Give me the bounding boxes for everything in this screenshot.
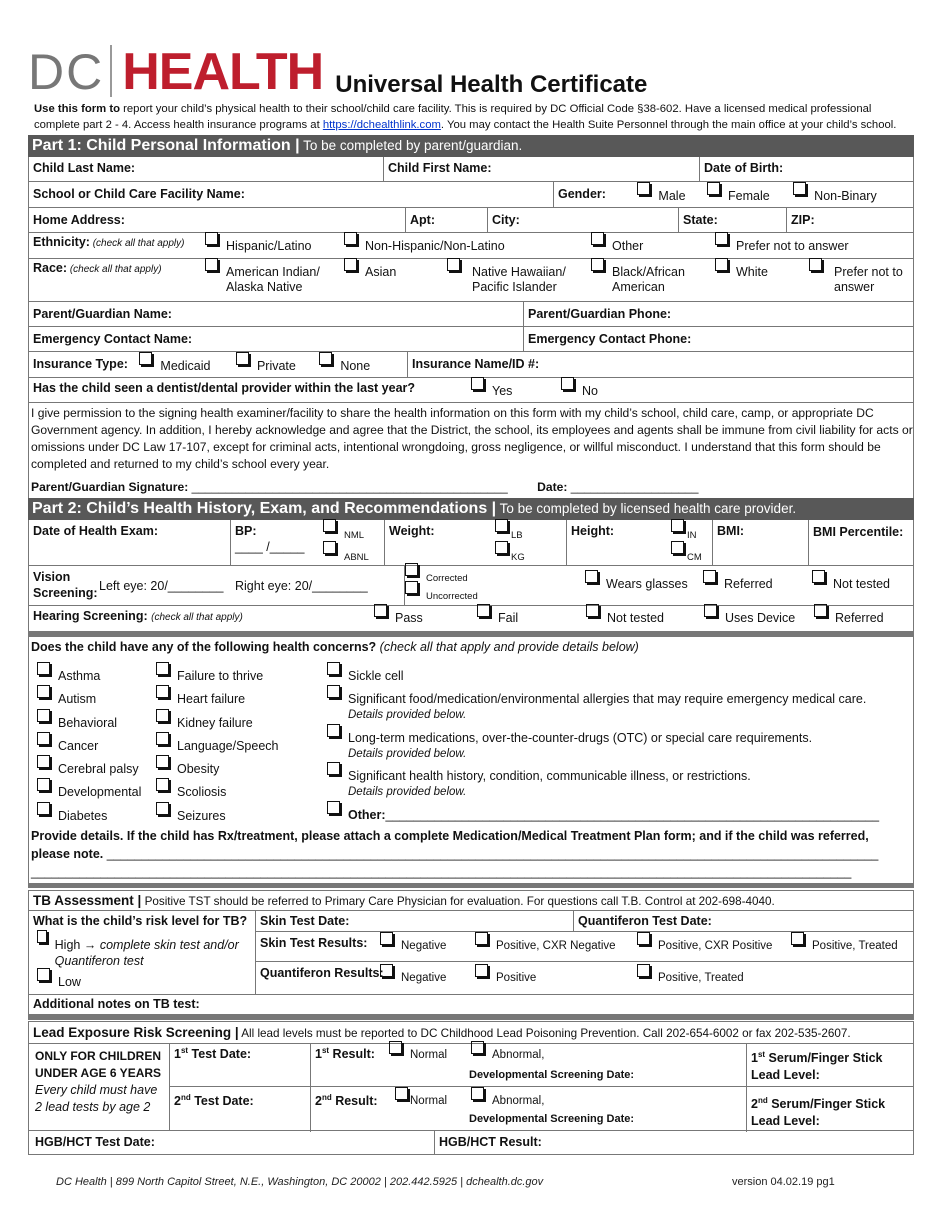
concern-item[interactable] <box>37 805 141 828</box>
concern-item[interactable] <box>37 735 141 758</box>
concern-label: Diabetes <box>58 808 108 823</box>
other-ethnicity-label: Other <box>612 239 644 253</box>
white-checkbox[interactable] <box>715 258 728 271</box>
test1-num: 1 <box>174 1047 181 1062</box>
test2-date-label[interactable]: Test Date: <box>190 1094 254 1109</box>
asian-checkbox[interactable] <box>344 258 357 271</box>
tb-high-checkbox[interactable] <box>37 930 47 943</box>
abnl-checkbox[interactable] <box>323 541 336 554</box>
hispanic-checkbox[interactable] <box>205 232 218 245</box>
uncorrected-label: Uncorrected <box>426 591 478 602</box>
uses-device-label: Uses Device <box>725 611 796 625</box>
result2-sup: nd <box>321 1093 332 1103</box>
test1-date-label[interactable]: Test Date: <box>188 1047 252 1062</box>
female-label: Female <box>728 189 770 203</box>
result2-dev-date[interactable]: Developmental Screening Date: <box>469 1113 635 1126</box>
tb-low-label: Low <box>58 975 81 989</box>
skin-pos-cxr-pos-label: Positive, CXR Positive <box>658 940 773 952</box>
result1-normal-checkbox[interactable] <box>389 1041 402 1054</box>
female-checkbox[interactable] <box>707 182 720 195</box>
test1-sup: st <box>180 1046 189 1055</box>
dentist-question: Has the child seen a dentist/dental provider within the last year? <box>33 381 416 395</box>
quant-positive-label: Positive <box>496 972 537 984</box>
concern-checkbox[interactable] <box>37 685 50 698</box>
concern-checkbox[interactable] <box>156 778 169 791</box>
white-label: White <box>736 265 768 279</box>
lead-subtitle: All lead levels must be reported to DC Childhood Lead Poisoning Prevention. Call 202-654-6002 or fax 202-535-2607. <box>238 1027 851 1040</box>
history-label: Significant health history, condition, communicable illness, or restrictions. <box>348 769 751 783</box>
intro-text2: . You may contact the Health Suite Personnel through the main office at your child’s school. <box>440 118 897 131</box>
divider <box>28 883 914 888</box>
race-note: (check all that apply) <box>67 264 162 275</box>
black-label: Black/African <box>612 265 685 279</box>
signature-line[interactable]: _______________________________________________ <box>188 480 508 494</box>
other-concern-line[interactable]: _______________________________________________________________________ <box>385 808 880 822</box>
footer-version: version 04.02.19 pg1 <box>732 1176 835 1188</box>
corrected-checkbox[interactable] <box>405 563 418 576</box>
bp-blank[interactable]: ____ /_____ <box>235 540 305 554</box>
intro-bold: Use this form to <box>34 103 120 115</box>
prefer-not-race-checkbox[interactable] <box>809 258 822 271</box>
nonbinary-label: Non-Binary <box>814 189 877 203</box>
zip-field[interactable]: ZIP: <box>791 213 815 227</box>
serum2-num: 2 <box>751 1097 758 1112</box>
quant-pos-treated-label: Positive, Treated <box>658 972 744 984</box>
concern-label: Failure to thrive <box>177 669 264 683</box>
tb-high-label: High <box>54 938 81 952</box>
result2-abnormal-checkbox[interactable] <box>471 1087 484 1100</box>
fail-label: Fail <box>498 611 519 625</box>
serum1-label[interactable]: Serum/Finger Stick Lead Level: <box>751 1051 883 1083</box>
history-checkbox[interactable] <box>327 762 340 775</box>
allergy-label: Significant food/medication/environmental allergies that may require emergency medical care. <box>348 692 867 706</box>
result2-abnormal-label: Abnormal, <box>492 1095 545 1108</box>
concern-item[interactable] <box>37 688 141 711</box>
abnl-label: ABNL <box>344 552 369 563</box>
medicaid-checkbox[interactable] <box>139 352 152 365</box>
other-concern-checkbox[interactable] <box>327 801 340 814</box>
tb-subtitle: Positive TST should be referred to Primary Care Physician for evaluation. For questions call T.B. Control at 202-698-4040. <box>141 895 775 908</box>
concern-checkbox[interactable] <box>156 755 169 768</box>
quant-positive-checkbox[interactable] <box>475 964 488 977</box>
concern-label: Cancer <box>58 738 99 753</box>
part2-header <box>28 498 914 520</box>
skin-negative-checkbox[interactable] <box>380 932 393 945</box>
medicaid-label: Medicaid <box>160 359 211 373</box>
insurance-type-label: Insurance Type: <box>33 357 128 371</box>
non-hispanic-label: Non-Hispanic/Non-Latino <box>365 239 505 253</box>
hearing-referred-checkbox[interactable] <box>814 604 827 617</box>
concern-checkbox[interactable] <box>156 802 169 815</box>
part2-subtitle: To be completed by licensed health care provider. <box>496 501 797 516</box>
uncorrected-checkbox[interactable] <box>405 581 418 594</box>
pass-label: Pass <box>395 611 423 625</box>
result1-normal-label: Normal <box>410 1049 448 1061</box>
concern-checkbox[interactable] <box>37 802 50 815</box>
concern-label: Scoliosis <box>177 785 227 800</box>
divider <box>28 1015 914 1020</box>
other-ethnicity-checkbox[interactable] <box>591 232 604 245</box>
address-field[interactable]: Home Address: <box>29 208 406 232</box>
skin-pos-cxr-pos-checkbox[interactable] <box>637 932 650 945</box>
result2-num: 2 <box>315 1094 322 1109</box>
concerns-note: (check all that apply and provide details below) <box>376 640 639 654</box>
hearing-referred-label: Referred <box>835 611 884 625</box>
school-field[interactable]: School or Child Care Facility Name: <box>29 182 554 207</box>
vision-referred-label: Referred <box>724 577 773 591</box>
concern-label: Developmental <box>58 785 142 800</box>
concern-checkbox[interactable] <box>156 662 169 675</box>
apt-field[interactable]: Apt: <box>406 208 488 232</box>
skin-pos-treated-checkbox[interactable] <box>791 932 804 945</box>
concern-checkbox[interactable] <box>156 709 169 722</box>
uses-device-checkbox[interactable] <box>704 604 717 617</box>
native-hawaiian-checkbox[interactable] <box>447 258 460 271</box>
concern-label: Language/Speech <box>177 738 279 753</box>
nml-checkbox[interactable] <box>323 519 336 532</box>
concern-label: Kidney failure <box>177 715 253 730</box>
hgb-result-field[interactable]: HGB/HCT Result: <box>439 1135 542 1149</box>
prefer-not-ethnicity-checkbox[interactable] <box>715 232 728 245</box>
concern-checkbox[interactable] <box>37 662 50 675</box>
serum1-sup: st <box>757 1050 766 1059</box>
result1-sup: st <box>321 1046 330 1055</box>
result1-label: Result: <box>329 1047 375 1062</box>
american-indian-label2: Alaska Native <box>226 280 303 294</box>
result2-normal-checkbox[interactable] <box>395 1087 408 1100</box>
concern-label: Asthma <box>58 669 101 683</box>
prefer-not-race-label2: answer <box>834 280 875 294</box>
bmi-field[interactable]: BMI: <box>713 520 809 565</box>
ethnicity-note: (check all that apply) <box>89 238 185 249</box>
bp-label: BP: <box>235 524 257 538</box>
part1-title: Part 1: Child Personal Information | <box>32 137 300 154</box>
result1-num: 1 <box>315 1047 322 1062</box>
american-indian-checkbox[interactable] <box>205 258 218 271</box>
tb-title: TB Assessment | <box>33 893 142 908</box>
skin-pos-cxr-neg-checkbox[interactable] <box>475 932 488 945</box>
hearing-label: Hearing Screening: <box>33 609 148 623</box>
concern-item[interactable] <box>156 805 278 828</box>
test2-sup: nd <box>180 1093 191 1103</box>
logo-health: HEALTH <box>122 43 324 101</box>
quant-pos-treated-checkbox[interactable] <box>637 964 650 977</box>
concern-label: Cerebral palsy <box>58 762 139 777</box>
concern-checkbox[interactable] <box>37 732 50 745</box>
hispanic-label: Hispanic/Latino <box>226 239 312 253</box>
dentist-yes-label: Yes <box>492 384 513 398</box>
in-label: IN <box>687 530 697 541</box>
quant-results-label: Quantiferon Results: <box>260 966 384 980</box>
tb-risk-question: What is the child’s risk level for TB? <box>33 914 248 928</box>
part2-title: Part 2: Child’s Health History, Exam, and Recommendations | <box>32 500 497 517</box>
weight-label: Weight: <box>389 524 435 538</box>
skin-results-label: Skin Test Results: <box>260 936 368 950</box>
result1-abnormal-label: Abnormal, <box>492 1049 545 1061</box>
state-field[interactable]: State: <box>679 208 787 232</box>
note-line[interactable]: _______________________________________________________________________________________________________________ <box>103 847 879 861</box>
other-concern-label: Other: <box>348 808 386 822</box>
wears-glasses-checkbox[interactable] <box>585 570 598 583</box>
health-concerns <box>28 637 914 883</box>
city-field[interactable]: City: <box>488 208 679 232</box>
bmi-percentile-field[interactable]: BMI Percentile: <box>813 525 904 539</box>
non-hispanic-checkbox[interactable] <box>344 232 357 245</box>
first-name-field[interactable]: Child First Name: <box>384 157 700 181</box>
tb-low-checkbox[interactable] <box>37 968 50 981</box>
dentist-no-label: No <box>582 384 598 398</box>
hgb-date-field[interactable]: HGB/HCT Test Date: <box>29 1131 435 1154</box>
right-eye-field[interactable]: Right eye: 20/________ <box>235 579 368 593</box>
hearing-not-tested-checkbox[interactable] <box>586 604 599 617</box>
test2-num: 2 <box>174 1094 181 1109</box>
concern-checkbox[interactable] <box>37 778 50 791</box>
dob-field[interactable]: Date of Birth: <box>704 161 784 175</box>
in-checkbox[interactable] <box>671 519 684 532</box>
concern-item[interactable] <box>156 688 278 711</box>
longterm-details: Details provided below. <box>348 748 467 760</box>
emergency-phone-field[interactable]: Emergency Contact Phone: <box>528 332 692 346</box>
lead-title: Lead Exposure Risk Screening | <box>33 1025 239 1040</box>
skin-test-date-field[interactable]: Skin Test Date: <box>256 911 574 931</box>
left-eye-field[interactable]: Left eye: 20/________ <box>99 579 224 593</box>
sig-date-line[interactable]: ___________________ <box>567 480 699 494</box>
tb-notes-field[interactable]: Additional notes on TB test: <box>33 997 200 1011</box>
prefer-not-race-label: Prefer not to <box>834 265 903 279</box>
vision-referred-checkbox[interactable] <box>703 570 716 583</box>
longterm-checkbox[interactable] <box>327 724 340 737</box>
vision-not-tested-label: Not tested <box>833 577 890 591</box>
height-label: Height: <box>571 524 615 538</box>
concern-item[interactable] <box>156 758 278 781</box>
nml-label: NML <box>344 530 365 541</box>
nonbinary-checkbox[interactable] <box>793 182 806 195</box>
sickle-cell-label: Sickle cell <box>348 669 404 683</box>
intro-text1: report your child’s physical health to their school/child care facility. This is required by DC Official Code §38-602. Have a licensed medical professional complete part 2 - 4. Access health insurance programs at <box>34 103 872 131</box>
health-link[interactable]: https://dchealthlink.com <box>322 118 441 131</box>
concern-checkbox[interactable] <box>156 732 169 745</box>
result1-abnormal-checkbox[interactable] <box>471 1041 484 1054</box>
concern-checkbox[interactable] <box>37 709 50 722</box>
wears-glasses-label: Wears glasses <box>606 577 688 591</box>
fail-checkbox[interactable] <box>477 604 490 617</box>
american-indian-label: American Indian/ <box>226 265 320 279</box>
concern-item[interactable] <box>156 735 278 758</box>
insurance-name-field[interactable]: Insurance Name/ID #: <box>412 357 540 371</box>
header <box>28 40 914 101</box>
history-details: Details provided below. <box>348 786 467 798</box>
kg-label: KG <box>511 552 525 563</box>
concern-item[interactable] <box>37 758 141 781</box>
quant-negative-checkbox[interactable] <box>380 964 393 977</box>
signature-label: Parent/Guardian Signature: <box>31 480 189 494</box>
pass-checkbox[interactable] <box>374 604 387 617</box>
emergency-name-field[interactable]: Emergency Contact Name: <box>29 327 524 351</box>
kg-checkbox[interactable] <box>495 541 508 554</box>
sig-date-label: Date: <box>537 480 568 494</box>
vision-label: Vision Screening: <box>33 570 98 600</box>
guardian-phone-field[interactable]: Parent/Guardian Phone: <box>528 307 672 321</box>
dentist-yes-checkbox[interactable] <box>471 377 484 390</box>
ethnicity-label: Ethnicity: <box>33 235 90 249</box>
result2-label: Result: <box>331 1094 378 1109</box>
asian-label: Asian <box>365 265 397 279</box>
form-title: Universal Health Certificate <box>335 71 648 98</box>
part1-subtitle: To be completed by parent/guardian. <box>299 138 523 153</box>
concern-checkbox[interactable] <box>156 685 169 698</box>
permission-text: I give permission to the signing health examiner/facility to share the health information on this form with my child’s school, child care, camp, or appropriate DC Government agency. In addition, I hereby acknowledge and agree that the District, the school, its employees and agents shall be immune from civil liability for acts or omissions under DC Law 17-107, except for criminal acts, intentional wrongdoing, gross negligence, or willful misconduct. I understand that this form should be completed and returned to my child’s school every year. <box>28 403 914 475</box>
lead-only-children: ONLY FOR CHILDREN UNDER AGE 6 YEARS <box>35 1049 162 1080</box>
race-label: Race: <box>33 261 68 275</box>
serum2-sup: nd <box>757 1096 768 1106</box>
native-hawaiian-label: Native Hawaiian/ <box>472 265 566 279</box>
skin-pos-treated-label: Positive, Treated <box>812 940 898 952</box>
serum2-label[interactable]: Serum/Finger Stick Lead Level: <box>751 1097 886 1129</box>
logo-dc: DC <box>28 44 105 100</box>
part1-header <box>28 135 914 157</box>
concern-item[interactable] <box>156 781 278 804</box>
tb-high-text: complete skin test and/or Quantiferon test <box>54 938 239 968</box>
male-label: Male <box>658 189 686 203</box>
prefer-not-ethnicity-label: Prefer not to answer <box>736 239 849 253</box>
concern-item[interactable] <box>37 665 141 688</box>
guardian-name-field[interactable]: Parent/Guardian Name: <box>29 302 524 326</box>
hearing-note: (check all that apply) <box>151 612 243 623</box>
exam-date-field[interactable]: Date of Health Exam: <box>29 520 231 565</box>
lb-checkbox[interactable] <box>495 519 508 532</box>
black-checkbox[interactable] <box>591 258 604 271</box>
private-label: Private <box>256 359 296 373</box>
concerns-question: Does the child have any of the following health concerns? <box>31 640 377 654</box>
hearing-not-tested-label: Not tested <box>607 611 664 625</box>
concern-label: Seizures <box>177 808 226 823</box>
quant-negative-label: Negative <box>401 972 447 984</box>
lb-label: LB <box>511 530 523 541</box>
concern-item[interactable] <box>37 781 141 804</box>
concern-label: Behavioral <box>58 715 118 730</box>
gender-label: Gender: <box>558 187 606 201</box>
arrow-icon: → <box>83 938 97 952</box>
concern-checkbox[interactable] <box>37 755 50 768</box>
intro-text <box>34 102 916 133</box>
skin-pos-cxr-neg-label: Positive, CXR Negative <box>496 940 616 952</box>
skin-negative-label: Negative <box>401 940 447 952</box>
quant-test-date-field[interactable]: Quantiferon Test Date: <box>578 914 712 928</box>
footer-address: DC Health | 899 North Capitol Street, N.E., Washington, DC 20002 | 202.442.5925 | dchealth.dc.gov <box>56 1176 544 1188</box>
concern-item[interactable] <box>37 712 141 735</box>
result2-normal-label: Normal <box>410 1095 448 1108</box>
provide-details-text: Provide details. If the child has Rx/treatment, please attach a complete Medication/Medical Treatment Plan form; and if the child was referred, please note. <box>31 829 869 861</box>
sickle-cell-checkbox[interactable] <box>327 662 340 675</box>
private-checkbox[interactable] <box>236 352 249 365</box>
lead-every-child: Every child must have 2 lead tests by age 2 <box>35 1083 158 1114</box>
none-label: None <box>340 359 371 373</box>
serum1-num: 1 <box>751 1051 758 1066</box>
vision-not-tested-checkbox[interactable] <box>812 570 825 583</box>
native-hawaiian-label2: Pacific Islander <box>472 280 557 294</box>
none-checkbox[interactable] <box>319 352 332 365</box>
concern-item[interactable] <box>156 665 278 688</box>
result1-dev-date[interactable]: Developmental Screening Date: <box>469 1069 635 1081</box>
concern-label: Autism <box>58 692 97 707</box>
last-name-field[interactable]: Child Last Name: <box>29 157 384 181</box>
longterm-label: Long-term medications, over-the-counter-drugs (OTC) or special care requirements. <box>348 731 813 745</box>
cm-label: CM <box>687 552 702 563</box>
male-checkbox[interactable] <box>637 182 650 195</box>
dentist-no-checkbox[interactable] <box>561 377 574 390</box>
cm-checkbox[interactable] <box>671 541 684 554</box>
corrected-label: Corrected <box>426 573 468 584</box>
allergy-checkbox[interactable] <box>327 685 340 698</box>
black-label2: American <box>612 280 665 294</box>
concern-item[interactable] <box>156 712 278 735</box>
concern-label: Obesity <box>177 762 220 777</box>
provide-details <box>31 827 911 863</box>
note-line-2[interactable]: ______________________________________________________________________________________________________________________ <box>31 865 852 879</box>
concern-label: Heart failure <box>177 692 246 707</box>
allergy-details: Details provided below. <box>348 709 467 721</box>
logo-divider <box>110 45 112 97</box>
